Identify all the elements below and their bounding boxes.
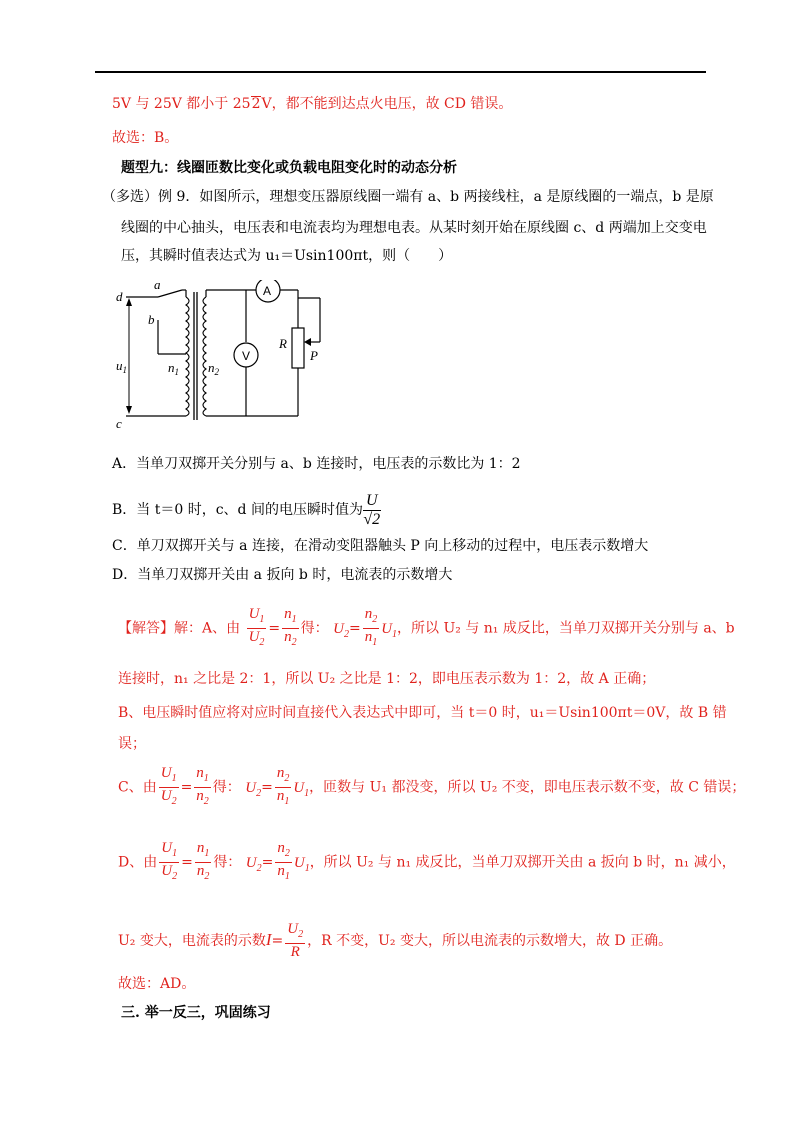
voltmeter-label: V <box>242 349 251 363</box>
label-n2: n <box>208 360 215 375</box>
label-c: c <box>116 416 122 430</box>
question-line-2: 线圈的中心抽头，电压表和电流表均为理想电表。从某时刻开始在原线圈 c、d 两端加上交变电 <box>121 220 707 236</box>
svg-text:n1 <box>168 360 179 377</box>
label-n2-sub: 2 <box>214 367 219 377</box>
section-title: 题型九：线圈匝数比变化或负载电阻变化时的动态分析 <box>121 160 457 176</box>
option-b: B．当 t＝0 时，c、d 间的电压瞬时值为 $\frac{U}{√2}$ <box>112 491 381 528</box>
ammeter-label: A <box>263 284 272 298</box>
svg-text:u1 <box>116 358 127 375</box>
option-d: D．当单刀双掷开关由 a 扳向 b 时，电流表的示数增大 <box>112 567 453 583</box>
solution-d: D、由 $\frac{U_1}{U_2}$ = $\frac{n_1}{n_2}$ 得： $U_2=$ $\frac{n_2}{n_1}$ $U_1$，所以 U₂ 与 n₁ 成反比，当单刀双掷开关由 a 扳向 b 时，n₁ 减小， <box>118 840 736 882</box>
solution-b-line2: 误； <box>118 736 146 752</box>
label-b: b <box>148 312 155 327</box>
solution-d-line2: U₂ 变大，电流表的示数I= $\frac{U_2}{R}$ ，R 不变，U₂ 变大，所以电流表的示数增大，故 D 正确。 <box>118 921 673 960</box>
label-d: d <box>116 289 123 304</box>
label-u1-sub: 1 <box>122 365 127 375</box>
label-n1: n <box>168 360 175 375</box>
solution-b-line1: B、电压瞬时值应将对应时间直接代入表达式中即可，当 t＝0 时，u₁＝Usin100πt＝0V，故 B 错 <box>118 705 727 721</box>
option-c: C．单刀双掷开关与 a 连接，在滑动变阻器触头 P 向上移动的过程中，电压表示数增大 <box>112 538 649 554</box>
label-R: R <box>279 336 287 351</box>
question-line-3: 压，其瞬时值表达式为 u₁＝Usin100πt，则（ ） <box>121 248 453 264</box>
final-answer: 故选：AD。 <box>118 976 196 992</box>
prev-solution-line: 5V 与 25V 都小于 252V，都不能到达点火电压，故 CD 错误。 <box>112 96 513 112</box>
solution-a-line2: 连接时，n₁ 之比是 2：1，所以 U₂ 之比是 1：2，即电压表示数为 1：2，故 A 正确； <box>118 671 656 687</box>
sqrt-symbol: 2 <box>251 96 261 112</box>
transformer-circuit-diagram <box>112 280 342 430</box>
header-rule <box>95 71 706 73</box>
prev-answer: 故选：B。 <box>112 130 179 146</box>
question-line-1: （多选）例 9．如图所示，理想变压器原线圈一端有 a、b 两接线柱，a 是原线圈的一端点，b 是原 <box>102 189 714 205</box>
option-b-fraction: $\frac{U}{√2}$ <box>363 491 381 528</box>
label-P: P <box>310 348 318 363</box>
solution-c: C、由 $\frac{U_1}{U_2}$ = $\frac{n_1}{n_2}$ 得： $U_2=$ $\frac{n_2}{n_1}$ $U_1$，匝数与 U₁ 都没变，所以 U₂ 不变，即电压表示数不变，故 C 错误； <box>118 765 746 807</box>
label-u1: u <box>116 358 123 373</box>
option-a: A．当单刀双掷开关分别与 a、b 连接时，电压表的示数比为 1：2 <box>112 456 521 472</box>
solution-a: 【解答】解：A、由 $\frac{U_1}{U_2}$ = $\frac{n_1}{n_2}$ 得： $U_2=$ $\frac{n_2}{n_1}$ $U_1$，所以 U₂ 与 n₁ 成反比，当单刀双掷开关分别与 a、b <box>118 606 735 648</box>
label-n1-sub: 1 <box>174 367 179 377</box>
svg-text:n2 <box>208 360 220 377</box>
next-section-title: 三. 举一反三，巩固练习 <box>121 1005 271 1021</box>
label-a: a <box>154 280 161 292</box>
